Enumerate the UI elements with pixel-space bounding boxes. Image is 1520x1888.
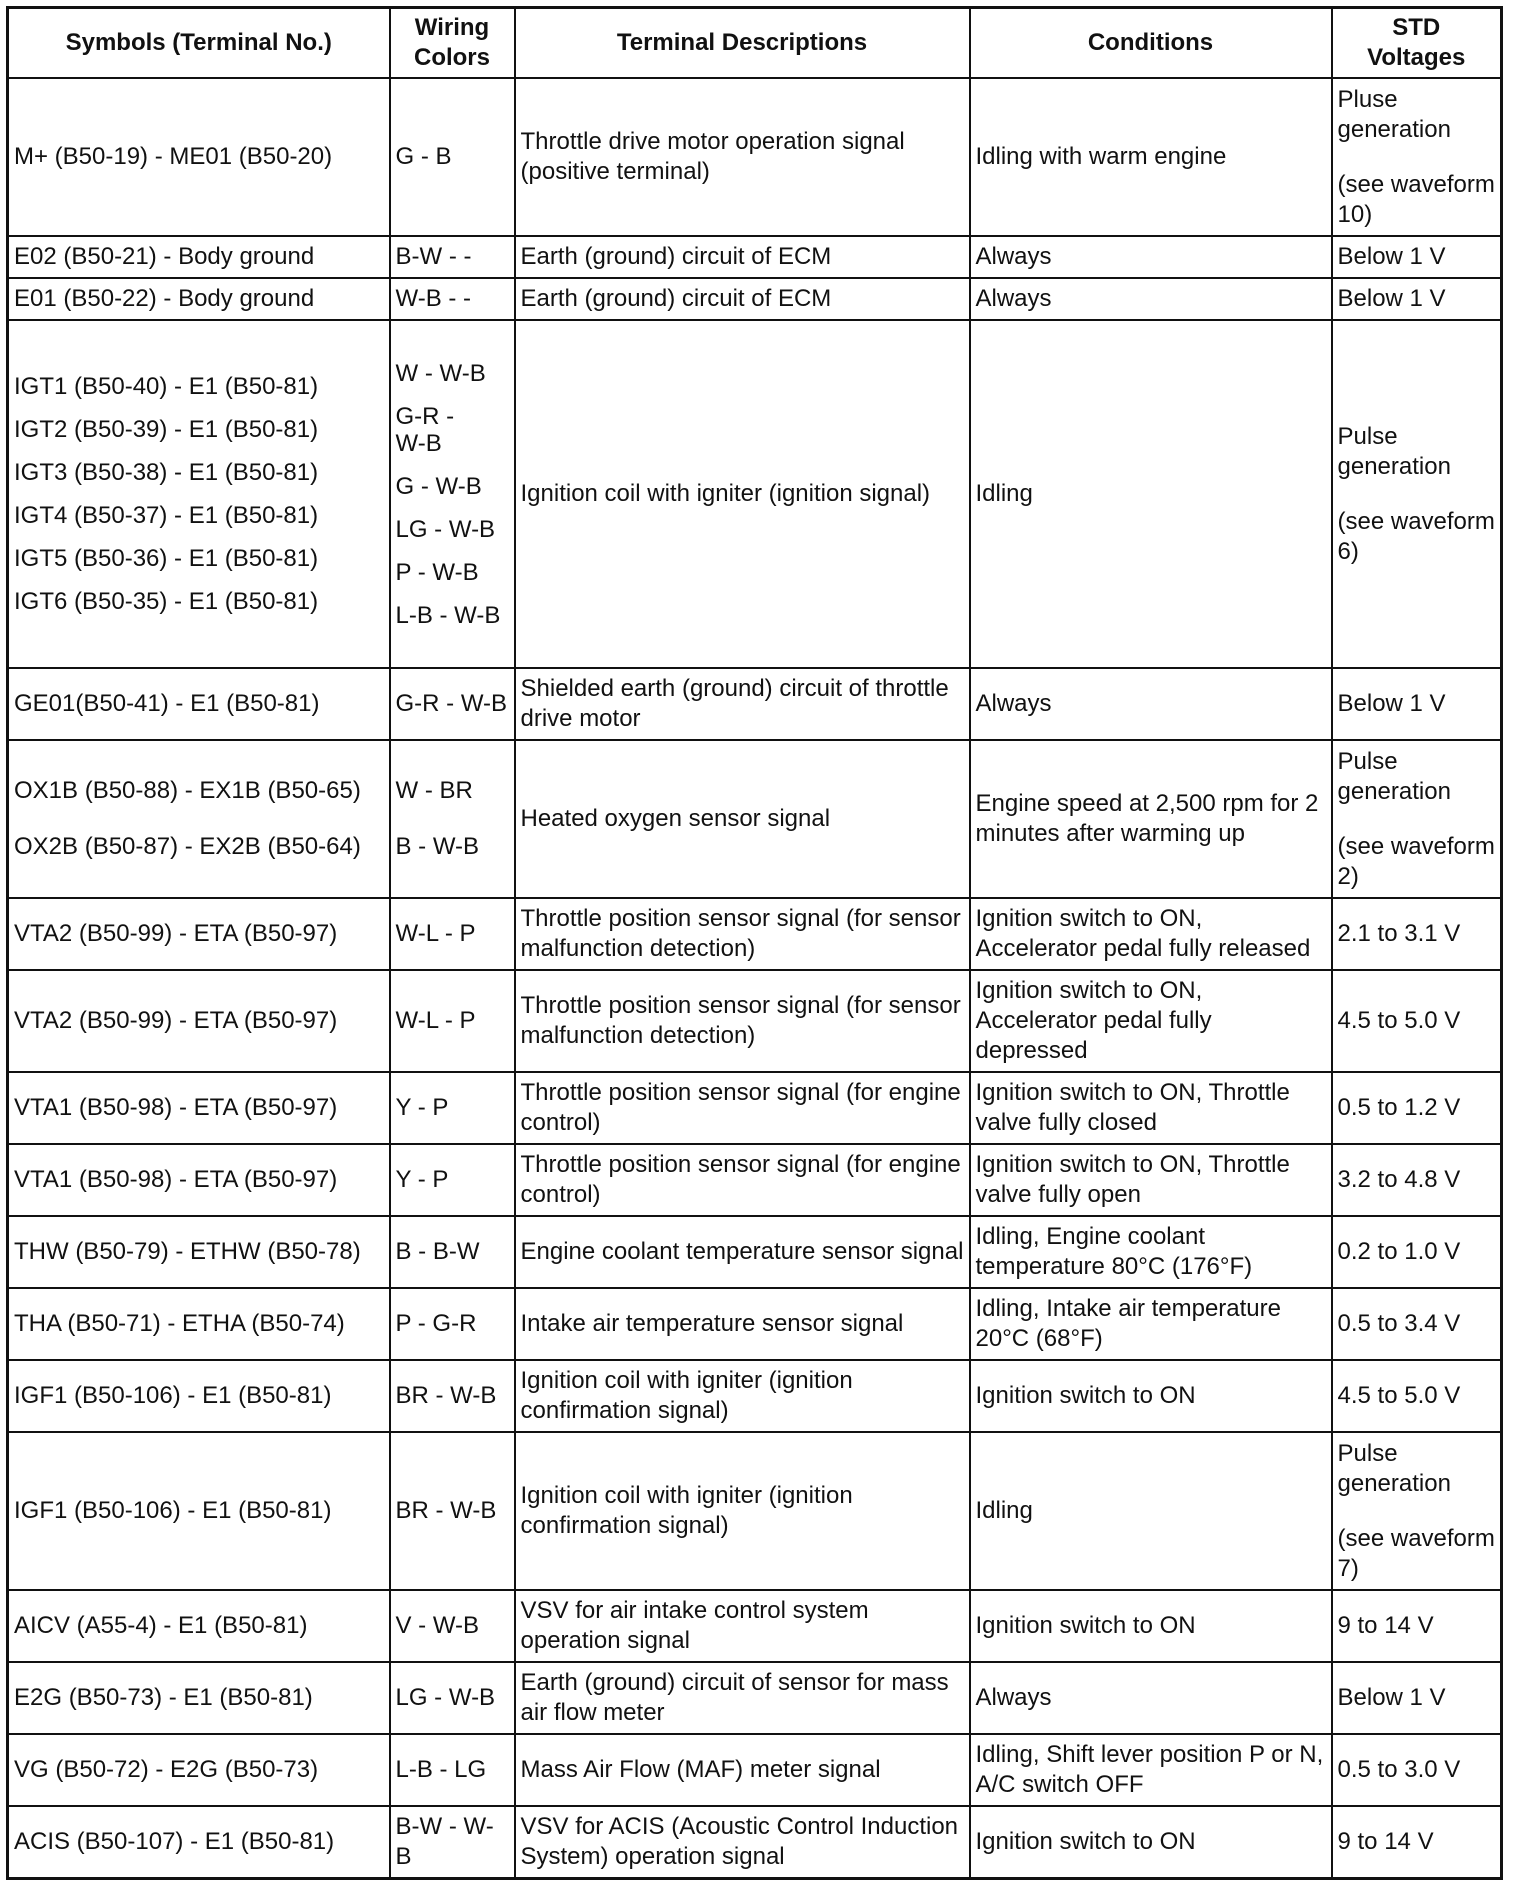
cell-symbol: VG (B50-72) - E2G (B50-73) <box>8 1734 390 1806</box>
cell-wiring: BR - W-B <box>390 1360 515 1432</box>
header-row <box>8 8 1502 79</box>
cell-description: Throttle drive motor operation signal (positive terminal) <box>515 78 970 236</box>
header-std-voltages <box>1332 8 1502 79</box>
symbol-line: OX1B (B50-88) - EX1B (B50-65) <box>14 777 361 804</box>
cell-description: VSV for air intake control system operation signal <box>515 1590 970 1662</box>
table-row <box>8 898 1502 970</box>
symbol-line: IGT3 (B50-38) - E1 (B50-81) <box>14 459 319 486</box>
cell-description: Intake air temperature sensor signal <box>515 1288 970 1360</box>
wiring-line: P - W-B <box>395 558 479 586</box>
cell-std-voltage: Below 1 V <box>1332 278 1502 320</box>
cell-symbol: AICV (A55-4) - E1 (B50-81) <box>8 1590 390 1662</box>
wiring-line: LG - W-B <box>395 515 496 543</box>
std-waveform-ref: (see waveform 2) <box>1337 832 1495 890</box>
cell-condition: Idling, Shift lever position P or N, A/C switch OFF <box>970 1734 1332 1806</box>
symbol-line: IGT4 (B50-37) - E1 (B50-81) <box>14 502 319 529</box>
cell-symbol <box>8 320 390 668</box>
table-row <box>8 740 1502 898</box>
cell-wiring: W-L - P <box>390 970 515 1072</box>
std-pulse-text: Pulse generation <box>1337 422 1451 480</box>
cell-symbol: THW (B50-79) - ETHW (B50-78) <box>8 1216 390 1288</box>
wiring-line: W-B <box>395 429 442 457</box>
cell-wiring: L-B - LG <box>390 1734 515 1806</box>
cell-wiring: Y - P <box>390 1072 515 1144</box>
cell-description: Shielded earth (ground) circuit of throttle drive motor <box>515 668 970 740</box>
cell-description: Earth (ground) circuit of ECM <box>515 278 970 320</box>
cell-symbol: IGF1 (B50-106) - E1 (B50-81) <box>8 1360 390 1432</box>
cell-symbol: ACIS (B50-107) - E1 (B50-81) <box>8 1806 390 1878</box>
table-row <box>8 1144 1502 1216</box>
std-waveform-ref: (see waveform 7) <box>1337 1524 1495 1582</box>
header-wiring-line1: Wiring <box>414 14 490 41</box>
cell-symbol: E01 (B50-22) - Body ground <box>8 278 390 320</box>
cell-condition: Ignition switch to ON, Accelerator pedal fully released <box>970 898 1332 970</box>
cell-condition: Ignition switch to ON, Throttle valve fully open <box>970 1144 1332 1216</box>
cell-std-voltage <box>1332 1432 1502 1590</box>
table-row <box>8 668 1502 740</box>
cell-symbol: VTA1 (B50-98) - ETA (B50-97) <box>8 1072 390 1144</box>
cell-condition: Idling <box>970 1432 1332 1590</box>
cell-std-voltage: 4.5 to 5.0 V <box>1332 1360 1502 1432</box>
wiring-line: W - BR <box>395 777 473 804</box>
cell-condition: Ignition switch to ON, Throttle valve fully closed <box>970 1072 1332 1144</box>
table-row <box>8 1806 1502 1878</box>
cell-condition: Always <box>970 1662 1332 1734</box>
std-pulse-text: Pluse generation <box>1337 85 1451 143</box>
header-conditions: Conditions <box>970 8 1332 79</box>
cell-std-voltage: Below 1 V <box>1332 1662 1502 1734</box>
cell-condition: Always <box>970 278 1332 320</box>
cell-wiring: G - B <box>390 78 515 236</box>
cell-symbol: IGF1 (B50-106) - E1 (B50-81) <box>8 1432 390 1590</box>
cell-wiring: G-R - W-B <box>390 668 515 740</box>
cell-std-voltage: 0.5 to 3.4 V <box>1332 1288 1502 1360</box>
table-row <box>8 1360 1502 1432</box>
cell-description: Throttle position sensor signal (for engine control) <box>515 1144 970 1216</box>
cell-condition: Engine speed at 2,500 rpm for 2 minutes after warming up <box>970 740 1332 898</box>
cell-description: Ignition coil with igniter (ignition signal) <box>515 320 970 668</box>
cell-symbol: M+ (B50-19) - ME01 (B50-20) <box>8 78 390 236</box>
cell-wiring <box>390 740 515 898</box>
std-waveform-ref: (see waveform 10) <box>1337 170 1495 228</box>
cell-description: Mass Air Flow (MAF) meter signal <box>515 1734 970 1806</box>
std-pulse-text: Pulse generation <box>1337 1439 1451 1497</box>
header-std-line1: STD <box>1392 14 1441 41</box>
table-row <box>8 1072 1502 1144</box>
cell-description: Throttle position sensor signal (for sensor malfunction detection) <box>515 898 970 970</box>
cell-wiring: LG - W-B <box>390 1662 515 1734</box>
cell-std-voltage: 9 to 14 V <box>1332 1590 1502 1662</box>
cell-description: Earth (ground) circuit of sensor for mass air flow meter <box>515 1662 970 1734</box>
cell-symbol: E02 (B50-21) - Body ground <box>8 236 390 278</box>
table-row <box>8 1590 1502 1662</box>
cell-std-voltage <box>1332 78 1502 236</box>
cell-description: Throttle position sensor signal (for engine control) <box>515 1072 970 1144</box>
header-descriptions: Terminal Descriptions <box>515 8 970 79</box>
cell-std-voltage: 2.1 to 3.1 V <box>1332 898 1502 970</box>
cell-wiring: B - B-W <box>390 1216 515 1288</box>
cell-wiring <box>390 320 515 668</box>
header-wiring <box>390 8 515 79</box>
cell-condition: Ignition switch to ON <box>970 1806 1332 1878</box>
cell-std-voltage <box>1332 320 1502 668</box>
cell-wiring: W-B - - <box>390 278 515 320</box>
header-wiring-line2: Colors <box>413 44 490 71</box>
cell-description: Engine coolant temperature sensor signal <box>515 1216 970 1288</box>
table-row <box>8 970 1502 1072</box>
cell-condition: Always <box>970 668 1332 740</box>
cell-symbol: VTA1 (B50-98) - ETA (B50-97) <box>8 1144 390 1216</box>
cell-symbol: VTA2 (B50-99) - ETA (B50-97) <box>8 898 390 970</box>
cell-condition: Ignition switch to ON, Accelerator pedal fully depressed <box>970 970 1332 1072</box>
cell-symbol: THA (B50-71) - ETHA (B50-74) <box>8 1288 390 1360</box>
cell-description: Earth (ground) circuit of ECM <box>515 236 970 278</box>
cell-symbol: VTA2 (B50-99) - ETA (B50-97) <box>8 970 390 1072</box>
symbol-line: IGT1 (B50-40) - E1 (B50-81) <box>14 373 319 400</box>
cell-std-voltage: 4.5 to 5.0 V <box>1332 970 1502 1072</box>
cell-condition: Idling, Intake air temperature 20°C (68°F) <box>970 1288 1332 1360</box>
table-row <box>8 1662 1502 1734</box>
cell-description: Heated oxygen sensor signal <box>515 740 970 898</box>
cell-condition: Idling <box>970 320 1332 668</box>
cell-symbol: GE01(B50-41) - E1 (B50-81) <box>8 668 390 740</box>
cell-std-voltage: 0.5 to 1.2 V <box>1332 1072 1502 1144</box>
cell-description: Throttle position sensor signal (for sensor malfunction detection) <box>515 970 970 1072</box>
wiring-line: W - W-B <box>395 359 486 387</box>
cell-wiring: V - W-B <box>390 1590 515 1662</box>
cell-std-voltage: Below 1 V <box>1332 668 1502 740</box>
table-row <box>8 320 1502 668</box>
table-row <box>8 78 1502 236</box>
cell-std-voltage: Below 1 V <box>1332 236 1502 278</box>
cell-std-voltage: 0.2 to 1.0 V <box>1332 1216 1502 1288</box>
std-pulse-text: Pulse generation <box>1337 747 1451 805</box>
cell-condition: Idling, Engine coolant temperature 80°C (176°F) <box>970 1216 1332 1288</box>
cell-description: VSV for ACIS (Acoustic Control Induction System) operation signal <box>515 1806 970 1878</box>
symbol-line: IGT2 (B50-39) - E1 (B50-81) <box>14 416 319 443</box>
cell-std-voltage: 9 to 14 V <box>1332 1806 1502 1878</box>
header-std-line2: Voltages <box>1367 44 1466 71</box>
cell-wiring: BR - W-B <box>390 1432 515 1590</box>
ecm-terminal-table <box>6 6 1503 1880</box>
symbol-line: OX2B (B50-87) - EX2B (B50-64) <box>14 833 361 860</box>
table-row <box>8 1734 1502 1806</box>
cell-std-voltage <box>1332 740 1502 898</box>
std-waveform-ref: (see waveform 6) <box>1337 507 1495 565</box>
table-row <box>8 1216 1502 1288</box>
table-row <box>8 1288 1502 1360</box>
cell-condition: Always <box>970 236 1332 278</box>
table-row <box>8 1432 1502 1590</box>
cell-wiring: P - G-R <box>390 1288 515 1360</box>
cell-symbol: E2G (B50-73) - E1 (B50-81) <box>8 1662 390 1734</box>
cell-wiring: B-W - W-B <box>390 1806 515 1878</box>
wiring-line: B - W-B <box>395 833 480 860</box>
cell-symbol <box>8 740 390 898</box>
cell-condition: Ignition switch to ON <box>970 1590 1332 1662</box>
cell-description: Ignition coil with igniter (ignition confirmation signal) <box>515 1360 970 1432</box>
cell-wiring: Y - P <box>390 1144 515 1216</box>
cell-std-voltage: 0.5 to 3.0 V <box>1332 1734 1502 1806</box>
cell-condition: Ignition switch to ON <box>970 1360 1332 1432</box>
symbol-line: IGT6 (B50-35) - E1 (B50-81) <box>14 588 319 615</box>
cell-description: Ignition coil with igniter (ignition confirmation signal) <box>515 1432 970 1590</box>
cell-wiring: B-W - - <box>390 236 515 278</box>
table-row <box>8 278 1502 320</box>
header-symbols: Symbols (Terminal No.) <box>8 8 390 79</box>
wiring-line: L-B - W-B <box>395 601 501 629</box>
table-row <box>8 236 1502 278</box>
symbol-line: IGT5 (B50-36) - E1 (B50-81) <box>14 545 319 572</box>
cell-std-voltage: 3.2 to 4.8 V <box>1332 1144 1502 1216</box>
wiring-line: G-R - <box>395 402 455 430</box>
cell-wiring: W-L - P <box>390 898 515 970</box>
cell-condition: Idling with warm engine <box>970 78 1332 236</box>
wiring-line: G - W-B <box>395 472 482 500</box>
